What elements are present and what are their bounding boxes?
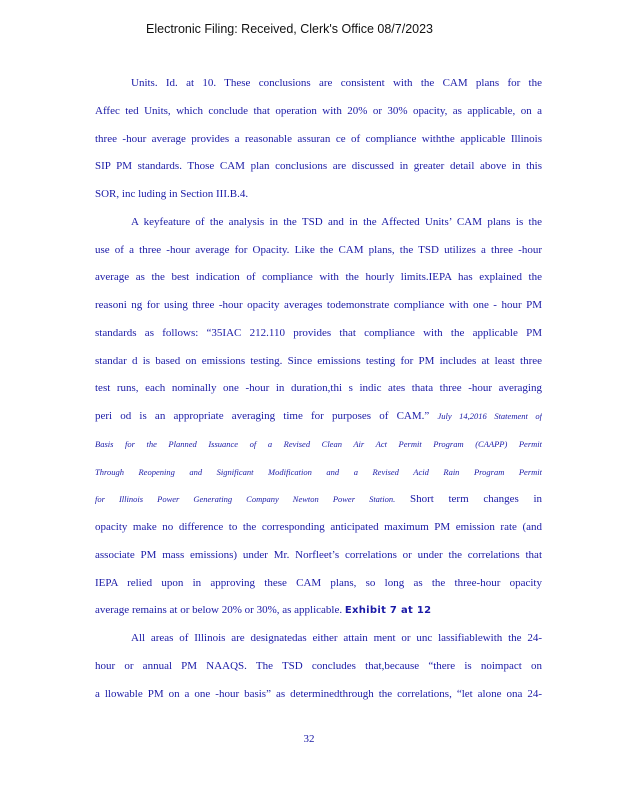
- text-line: [95, 514, 542, 542]
- body-text: [95, 70, 542, 708]
- line-text: hour or annual PM NAAQS. The TSD concludes that,because “there is noimpact on: [95, 659, 542, 672]
- line-text: Affec ted Units, which conclude that operation with 20% or 30% opacity, as applicable, on a: [95, 104, 542, 117]
- text-line: [95, 348, 542, 376]
- line-text: standar d is based on emissions testing. Since emissions testing for PM includes at least three: [95, 354, 542, 367]
- text-line: [95, 153, 542, 181]
- line-text: reasoni ng for using three -hour opacity averages todemonstrate compliance with one - hour PM: [95, 299, 542, 311]
- text-line: [95, 570, 542, 598]
- text-line: [95, 403, 542, 431]
- line-text: test runs, each nominally one -hour in duration,thi s indic ates thata three -hour averaging: [95, 382, 542, 395]
- text-line: [95, 681, 542, 709]
- citation-text: Through Reopening and Significant Modification and a Revised Acid Rain Program Permit: [95, 466, 542, 477]
- line-text: opacity make no difference to the corresponding anticipated maximum PM emission rate (and: [95, 521, 542, 533]
- text-line: [95, 459, 542, 487]
- text-line: [95, 98, 542, 126]
- line-text: Units. Id. at 10. These conclusions are consistent with the CAM plans for the: [131, 77, 542, 89]
- text-line: [95, 70, 542, 98]
- citation-text: July 14,2016 Statement of: [437, 411, 542, 421]
- text-line: [95, 320, 542, 348]
- exhibit-reference: Exhibit 7 at 12: [344, 605, 432, 617]
- line-text: use of a three -hour average for Opacity. Like the CAM plans, the TSD utilizes a three -hour: [95, 243, 542, 256]
- line-text: All areas of Illinois are designatedas either attain ment or unc lassifiablewith the 24-: [131, 632, 542, 644]
- text-line: [95, 625, 542, 653]
- citation-text: Basis for the Planned Issuance of a Revised Clean Air Act Permit Program (CAAPP) Permit: [95, 438, 542, 449]
- text-line: [95, 653, 542, 681]
- line-text: peri od is an appropriate averaging time for purposes of CAM.”: [95, 410, 430, 422]
- line-text: a llowable PM on a one -hour basis” as determinedthrough the correlations, “let alone ona 24-: [95, 687, 542, 700]
- line-text: Short term changes in: [409, 493, 542, 506]
- text-line: [95, 209, 542, 237]
- line-text: associate PM mass emissions) under Mr. Norfleet’s correlations or under the correlations that: [95, 548, 542, 561]
- text-line: [95, 375, 542, 403]
- text-line: [95, 542, 542, 570]
- text-line: [95, 264, 542, 292]
- citation-text: for Illinois Power Generating Company Newton Power Station.: [95, 494, 396, 505]
- line-text: average as the best indication of compliance with the hourly limits.IEPA has explained the: [95, 271, 542, 284]
- line-text: IEPA relied upon in approving these CAM plans, so long as the three-hour opacity: [95, 576, 542, 589]
- line-text: A keyfeature of the analysis in the TSD and in the Affected Units’ CAM plans is the: [131, 215, 542, 228]
- line-text: SOR, inc luding in Section III.B.4.: [95, 188, 249, 200]
- line-text: SIP PM standards. Those CAM plan conclusions are discussed in greater detail above in this: [95, 160, 542, 173]
- line-text: standards as follows: “35IAC 212.110 provides that compliance with the applicable PM: [95, 326, 542, 339]
- text-line: [95, 126, 542, 154]
- text-line: [95, 486, 542, 514]
- filing-stamp-header: Electronic Filing: Received, Clerk's Office 08/7/2023: [146, 22, 434, 36]
- line-text: average remains at or below 20% or 30%, as applicable.: [95, 604, 343, 617]
- text-line: [95, 237, 542, 265]
- line-text: three -hour average provides a reasonable assuran ce of compliance withthe applicable Illinois: [95, 132, 542, 145]
- text-line: [95, 431, 542, 459]
- text-line: [95, 181, 542, 209]
- text-line: [95, 597, 542, 625]
- page-number: 32: [303, 733, 315, 745]
- text-line: [95, 292, 542, 320]
